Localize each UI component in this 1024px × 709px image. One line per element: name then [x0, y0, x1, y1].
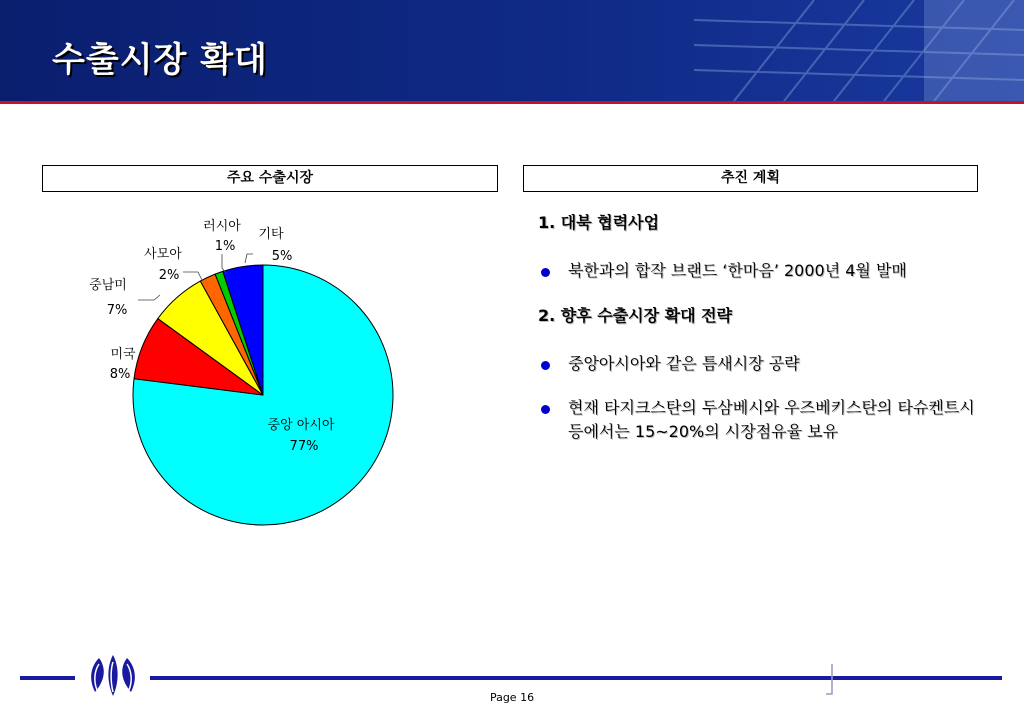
bullet-dot-icon [541, 268, 550, 277]
action-plan-list [538, 210, 978, 464]
slice-label-사모아: 사모아 [144, 247, 182, 262]
bullet-dot-icon [541, 405, 550, 414]
main-markets-header: 주요 수출시장 [42, 165, 498, 192]
footer-bar-left [20, 676, 75, 680]
footer-bar-right [150, 676, 1002, 680]
plan-bullet-1 [538, 259, 978, 283]
action-plan-header: 추진 계획 [523, 165, 978, 192]
slice-value-사모아: 2% [158, 268, 180, 283]
slice-label-러시아: 러시아 [203, 219, 241, 234]
plan-bullet-3-text: 현재 타지크스탄의 두삼베시와 우즈베키스탄의 타슈켄트시 등에서는 15~20%의 시장점유율 보유 [568, 398, 975, 441]
banner-accent-line [0, 101, 1024, 104]
slice-label-중앙-아시아: 중앙 아시아 [267, 418, 335, 433]
plan-bullet-1-text: 북한과의 합작 브랜드 ‘한마음’ 2000년 4월 발매 [568, 261, 907, 280]
page-number: Page 16 [489, 691, 535, 704]
banner-building-decoration [694, 0, 1024, 101]
plan-bullet-3 [538, 396, 978, 444]
leader-line-사모아 [183, 272, 202, 280]
leader-line-기타 [245, 254, 253, 263]
slice-label-기타: 기타 [258, 227, 284, 242]
plan-heading-2: 2. 향후 수출시장 확대 전략 [538, 306, 733, 325]
slice-value-미국: 8% [109, 367, 131, 382]
plan-bullet-2-text: 중앙아시아와 같은 틈새시장 공략 [568, 354, 800, 373]
plan-bullet-2 [538, 352, 978, 376]
slice-value-중앙-아시아: 77% [289, 439, 319, 454]
leader-line-중남미 [138, 295, 160, 300]
slice-label-미국: 미국 [110, 347, 136, 362]
slice-value-러시아: 1% [214, 239, 236, 254]
slice-value-기타: 5% [271, 249, 293, 264]
slice-label-중남미: 중남미 [89, 278, 127, 293]
bullet-dot-icon [541, 361, 550, 370]
slice-value-중남미: 7% [106, 303, 128, 318]
corner-bracket [826, 664, 836, 696]
pie-chart-svg [80, 210, 440, 540]
export-market-pie-chart [80, 210, 440, 540]
plan-heading-1: 1. 대북 협력사업 [538, 213, 660, 232]
title-banner [0, 0, 1024, 101]
slide-title: 수출시장 확대 [52, 40, 268, 80]
